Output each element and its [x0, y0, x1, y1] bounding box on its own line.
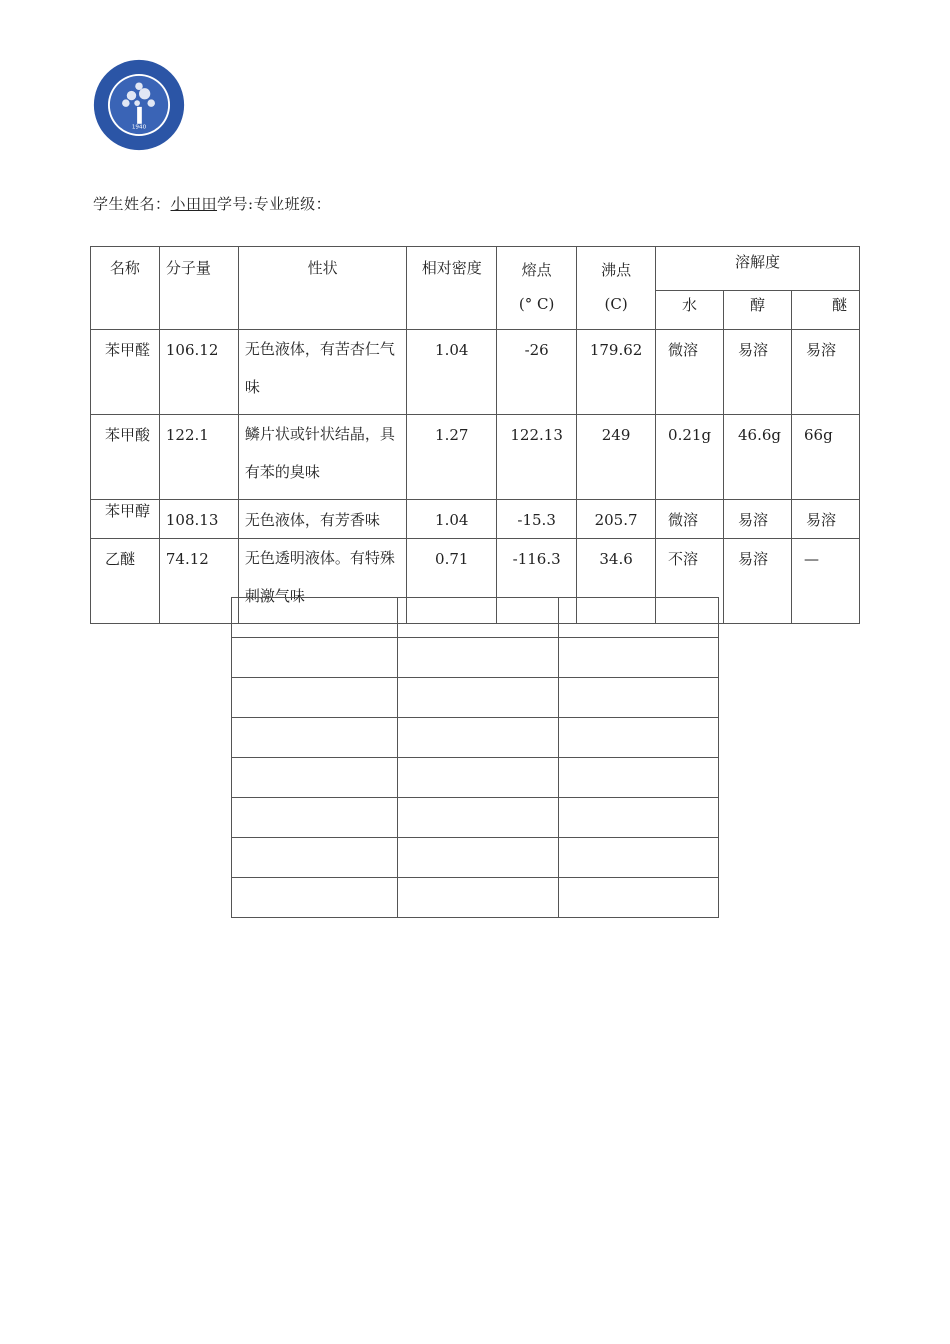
- row-name: 苯甲醛: [91, 330, 160, 415]
- row-name: 乙醚: [91, 539, 160, 624]
- header-ether: 醚: [792, 290, 860, 329]
- row-mw: 106.12: [159, 330, 238, 415]
- blank-row: [232, 598, 719, 638]
- header-density: 相对密度: [407, 247, 497, 330]
- table-row: [91, 415, 860, 500]
- row-bp: 34.6: [577, 539, 656, 624]
- row-water: 不溶: [656, 539, 724, 624]
- row-mp: 122.13: [497, 415, 577, 500]
- row-alcohol: 易溶: [724, 500, 792, 539]
- blank-cell: [397, 638, 559, 678]
- blank-cell: [559, 758, 719, 798]
- blank-cell: [397, 798, 559, 838]
- header-mw: 分子量: [159, 247, 238, 330]
- header-water: 水: [656, 290, 724, 329]
- blank-cell: [232, 878, 398, 918]
- table-row: [91, 500, 860, 539]
- row-density: 1.04: [407, 500, 497, 539]
- svg-text:1940: 1940: [131, 124, 147, 131]
- row-prop: 无色液体，有芳香味: [238, 500, 407, 539]
- row-density: 0.71: [407, 539, 497, 624]
- row-bp: 179.62: [577, 330, 656, 415]
- blank-cell: [559, 718, 719, 758]
- blank-cell: [397, 838, 559, 878]
- blank-cell: [232, 838, 398, 878]
- row-mp: -15.3: [497, 500, 577, 539]
- row-water: 微溶: [656, 330, 724, 415]
- row-mp: -116.3: [497, 539, 577, 624]
- row-water: 0.21g: [656, 415, 724, 500]
- student-name-label: 学生姓名：: [93, 195, 171, 213]
- row-alcohol: 46.6g: [724, 415, 792, 500]
- bp-label: 沸点: [601, 261, 632, 279]
- header-prop: 性状: [238, 247, 407, 330]
- blank-cell: [397, 758, 559, 798]
- blank-cell: [559, 638, 719, 678]
- blank-row: [232, 718, 719, 758]
- blank-cell: [232, 678, 398, 718]
- row-mw: 108.13: [159, 500, 238, 539]
- row-alcohol: 易溶: [724, 330, 792, 415]
- row-prop: 无色液体，有苦杏仁气味: [238, 330, 407, 415]
- row-mp: -26: [497, 330, 577, 415]
- blank-row: [232, 798, 719, 838]
- blank-row: [232, 838, 719, 878]
- header-bp: [577, 247, 656, 330]
- header-solubility: 溶解度: [656, 247, 860, 291]
- blank-row: [232, 678, 719, 718]
- blank-row: [232, 878, 719, 918]
- row-name: 苯甲酸: [91, 415, 160, 500]
- student-id-label: 学号:: [217, 195, 254, 213]
- row-ether: 易溶: [792, 500, 860, 539]
- blank-cell: [559, 678, 719, 718]
- row-bp: 249: [577, 415, 656, 500]
- row-bp: 205.7: [577, 500, 656, 539]
- mp-label: 熔点: [521, 261, 552, 279]
- row-mw: 122.1: [159, 415, 238, 500]
- table-row: [91, 330, 860, 415]
- blank-cell: [559, 598, 719, 638]
- header-name: 名称: [91, 247, 160, 330]
- student-name: 小田田: [170, 195, 218, 213]
- student-info-line: [93, 193, 331, 214]
- blank-row: [232, 758, 719, 798]
- blank-cell: [232, 598, 398, 638]
- properties-table: [90, 246, 860, 624]
- header-mp: [497, 247, 577, 330]
- row-name: 苯甲醇: [91, 500, 160, 539]
- university-logo: [92, 58, 186, 152]
- row-ether: 易溶: [792, 330, 860, 415]
- blank-cell: [397, 718, 559, 758]
- blank-cell: [232, 638, 398, 678]
- blank-row: [232, 638, 719, 678]
- blank-cell: [397, 678, 559, 718]
- mp-unit: (° C): [518, 295, 555, 313]
- blank-cell: [397, 878, 559, 918]
- row-prop: 鳞片状或针状结晶，具有苯的臭味: [238, 415, 407, 500]
- header-alcohol: 醇: [724, 290, 792, 329]
- row-density: 1.27: [407, 415, 497, 500]
- row-prop: 无色透明液体。有特殊刺激气味: [238, 539, 407, 624]
- major-class-label: 专业班级：: [253, 195, 332, 213]
- blank-cell: [559, 878, 719, 918]
- row-ether: —: [792, 539, 860, 624]
- row-water: 微溶: [656, 500, 724, 539]
- row-density: 1.04: [407, 330, 497, 415]
- row-ether: 66g: [792, 415, 860, 500]
- blank-cell: [559, 838, 719, 878]
- blank-cell: [397, 598, 559, 638]
- bp-unit: (C): [604, 295, 628, 313]
- blank-cell: [232, 798, 398, 838]
- row-mw: 74.12: [159, 539, 238, 624]
- blank-table: [231, 597, 719, 918]
- blank-cell: [232, 718, 398, 758]
- blank-cell: [559, 798, 719, 838]
- blank-cell: [232, 758, 398, 798]
- row-alcohol: 易溶: [724, 539, 792, 624]
